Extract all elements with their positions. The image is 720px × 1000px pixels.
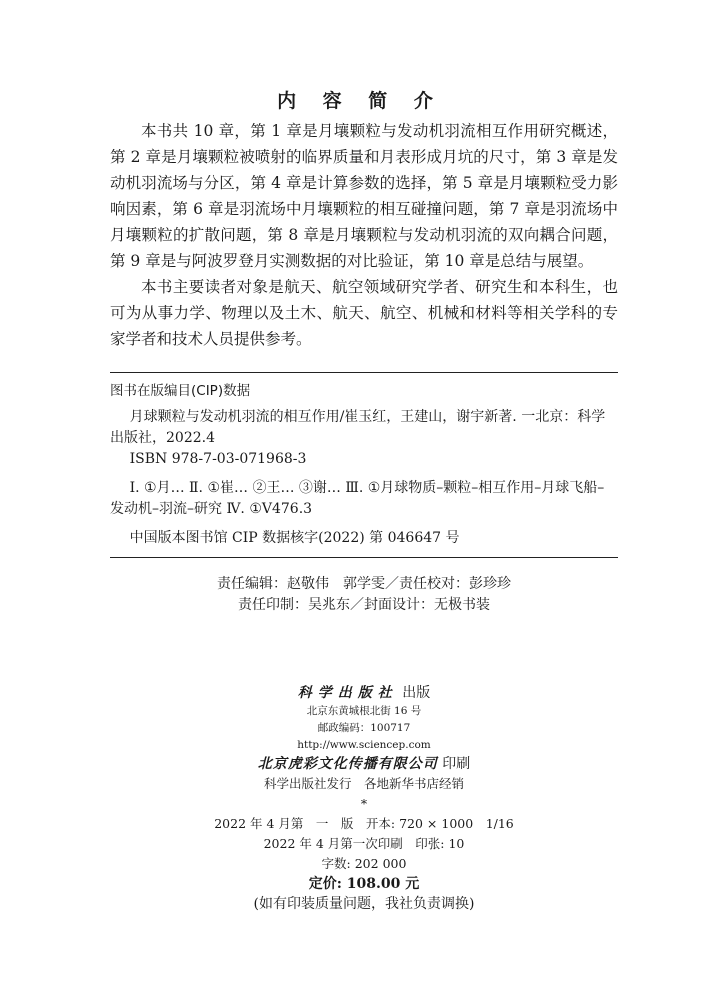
publisher-line bbox=[110, 683, 618, 703]
publisher-url: http://www.sciencep.com bbox=[297, 739, 431, 751]
cip-classification: Ⅰ. ①月… Ⅱ. ①崔… ②王… ③谢… Ⅲ. ①月球物质–颗粒–相互作用–月球飞船–发动机–羽流–研究 Ⅳ. ①V476.3 bbox=[110, 480, 605, 517]
publisher-suffix: 出版 bbox=[402, 685, 431, 701]
cip-record: 月球颗粒与发动机羽流的相互作用/崔玉红，王建山，谢宇新著. 一北京：科学出版社，2022.4 bbox=[110, 409, 606, 446]
printer-line bbox=[110, 754, 618, 774]
printer-suffix: 印刷 bbox=[442, 756, 471, 772]
intro-paragraph-1: 本书共 10 章，第 1 章是月壤颗粒与发动机羽流相互作用研究概述，第 2 章是月壤颗粒被喷射的临界质量和月表形成月坑的尺寸，第 3 章是发动机羽流场与分区，第 4 章是计算参数的选择，第 5 章是月壤颗粒受力影响因素，第 6 章是羽流场中月壤颗粒的相互碰撞问题，第 7 章是羽流场中月壤颗粒的扩散问题，第 8 章是月壤颗粒与发动机羽流的双向耦合问题，第 9 章是与阿波罗登月实测数据的对比验证，第 10 章是总结与展望。 bbox=[110, 122, 618, 270]
separator-star: * bbox=[360, 796, 368, 811]
intro-body bbox=[110, 118, 618, 352]
cip-heading: 图书在版编目(CIP)数据 bbox=[110, 383, 251, 399]
credits-editors: 责任编辑：赵敬伟 郭学雯／责任校对：彭珍珍 bbox=[217, 576, 511, 592]
printing-line: 2022 年 4 月第一次印刷 印张: 10 bbox=[263, 836, 465, 851]
intro-title: 内 容 简 介 bbox=[277, 90, 443, 112]
edition-line: 2022 年 4 月第 一 版 开本: 720 × 1000 1/16 bbox=[214, 816, 514, 831]
publisher-postcode: 邮政编码：100717 bbox=[317, 722, 411, 734]
quality-notice: (如有印装质量问题，我社负责调换) bbox=[253, 896, 475, 912]
intro-paragraph-2: 本书主要读者对象是航天、航空领域研究学者、研究生和本科生，也可为从事力学、物理以及土木、航天、航空、机械和材料等相关学科的专家学者和技术人员提供参考。 bbox=[110, 278, 618, 348]
publisher-name: 科学出版社 bbox=[297, 685, 398, 701]
cip-approval: 中国版本图书馆 CIP 数据核字(2022) 第 046647 号 bbox=[129, 530, 460, 546]
printer-name: 北京虎彩文化传播有限公司 bbox=[257, 756, 438, 772]
price-line: 定价: 108.00 元 bbox=[308, 876, 420, 892]
credits-block bbox=[110, 574, 618, 616]
distribution-line: 科学出版社发行 各地新华书店经销 bbox=[263, 776, 464, 791]
credits-production: 责任印制：吴兆东／封面设计：无极书装 bbox=[238, 597, 490, 613]
publisher-address: 北京东黄城根北街 16 号 bbox=[306, 705, 422, 717]
publisher-block bbox=[110, 683, 618, 914]
cip-isbn: ISBN 978-7-03-071968-3 bbox=[129, 451, 307, 467]
cip-block bbox=[110, 372, 618, 558]
word-count-line: 字数: 202 000 bbox=[321, 856, 407, 871]
